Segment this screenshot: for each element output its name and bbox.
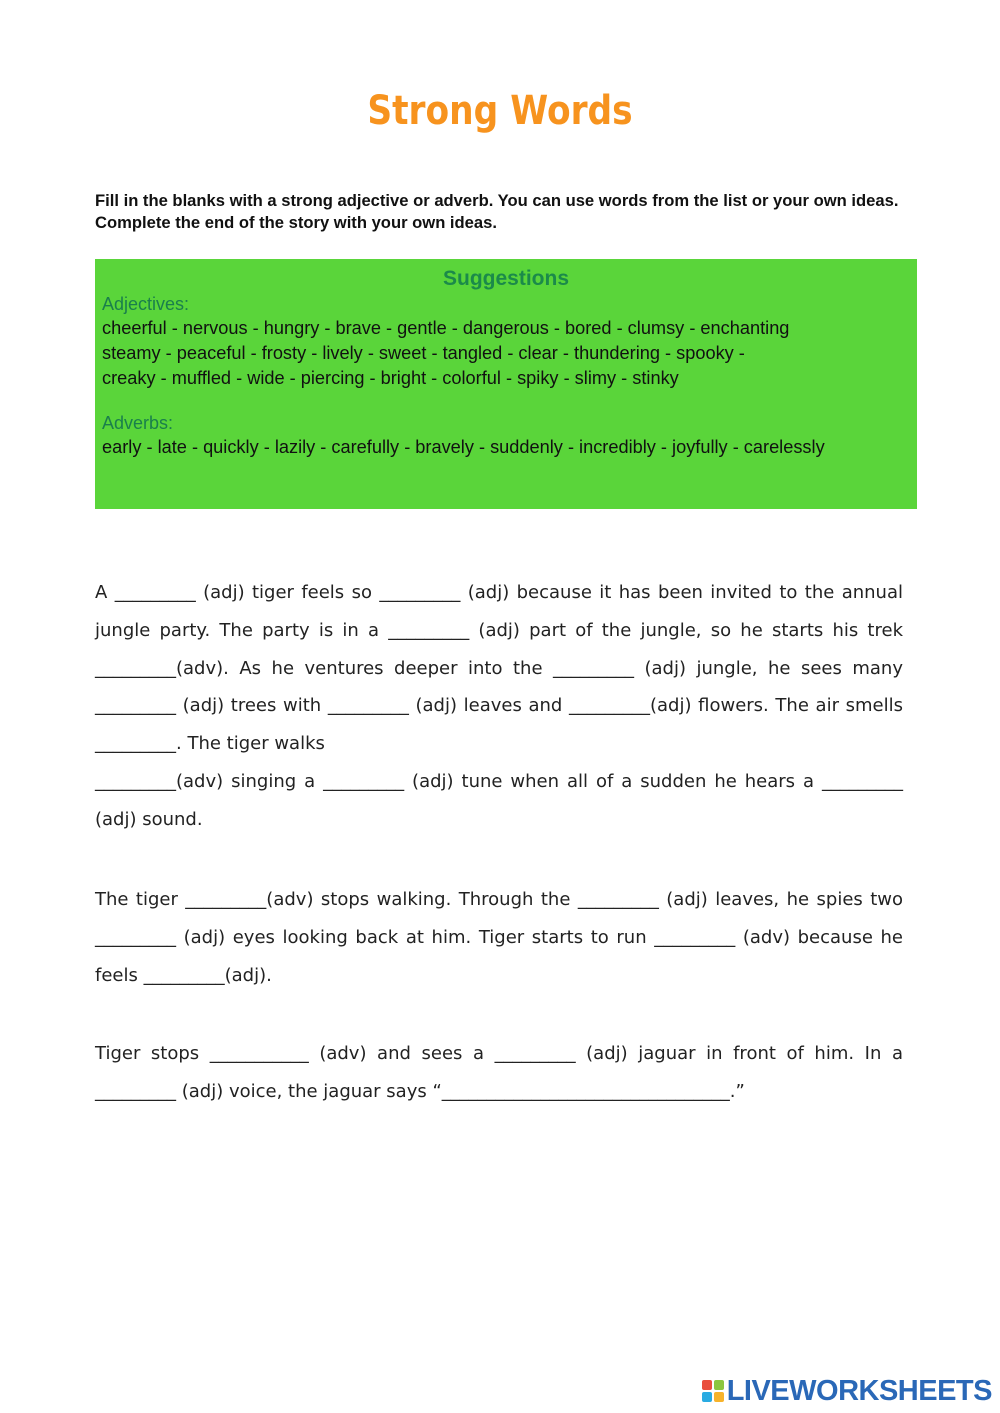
instructions: Fill in the blanks with a strong adjective or adverb. You can use words from the list or your own ideas. Complete the end of the story with your own ideas. bbox=[95, 191, 899, 232]
story-paragraph-3 bbox=[95, 1035, 903, 1111]
adjectives-line: steamy - peaceful - frosty - lively - sweet - tangled - clear - thundering - spooky - bbox=[102, 343, 745, 363]
logo-squares-icon bbox=[702, 1380, 724, 1402]
adjectives-line: cheerful - nervous - hungry - brave - gentle - dangerous - bored - clumsy - enchanting bbox=[102, 318, 790, 338]
story-text: _________(adv) singing a _________ (adj) tune when all of a sudden he hears a _________ (adj) sound. bbox=[95, 770, 903, 830]
logo-text: LIVEWORKSHEETS bbox=[726, 1374, 992, 1407]
suggestions-heading: Suggestions bbox=[442, 267, 569, 290]
suggestions-box bbox=[95, 259, 917, 509]
adjectives-label: Adjectives: bbox=[102, 294, 190, 314]
liveworksheets-logo bbox=[702, 1373, 992, 1409]
story-text: The tiger _________(adv) stops walking. Through the _________ (adj) leaves, he spies two _________ (adj) eyes looking back at him. Tiger starts to run _________ (adv) because he feels _________(adj). bbox=[95, 889, 903, 986]
story-paragraph-2 bbox=[95, 881, 903, 994]
adjectives-list bbox=[102, 316, 910, 391]
adverbs-label: Adverbs: bbox=[102, 413, 174, 433]
page-title: Strong Words bbox=[367, 88, 633, 134]
adverbs-list: early - late - quickly - lazily - carefully - bravely - suddenly - incredibly - joyfully - carelessly bbox=[102, 437, 825, 457]
story-text: Tiger stops ___________ (adv) and sees a _________ (adj) jaguar in front of him. In a _________ (adj) voice, the jaguar says “________________________________.” bbox=[95, 1043, 903, 1102]
story-paragraph-1 bbox=[95, 574, 903, 839]
story-text: A _________ (adj) tiger feels so _________ (adj) because it has been invited to the annual jungle party. The party is in a _________ (adj) part of the jungle, so he starts his trek _________(adv). As he ventures deeper into the _________ (adj) jungle, he sees many _________ (adj) trees with _________ (adj) leaves and _________(adj) flowers. The air smells _________. The tiger walks bbox=[95, 582, 903, 755]
adjectives-line: creaky - muffled - wide - piercing - bright - colorful - spiky - slimy - stinky bbox=[102, 368, 679, 388]
